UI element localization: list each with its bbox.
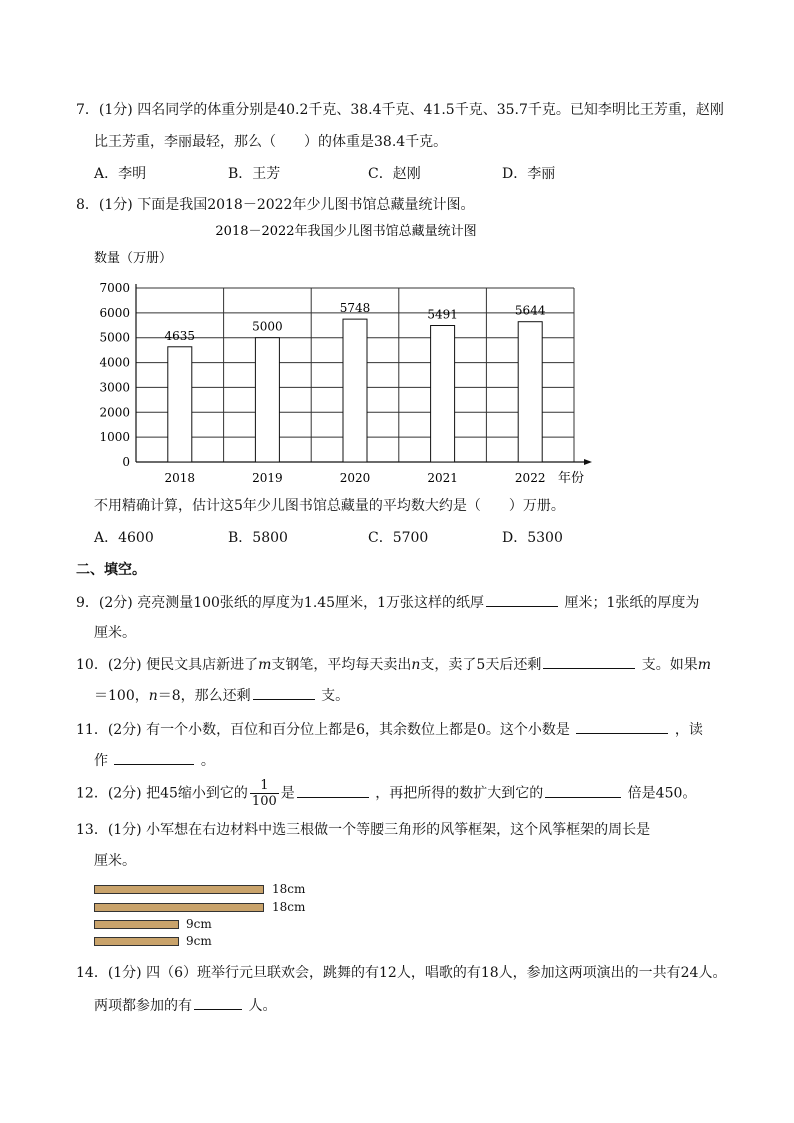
q12-text-d: 倍是450。 [627, 785, 697, 802]
q8-question: 不用精确计算，估计这5年少儿图书馆总藏量的平均数大约是（ ）万册。 [94, 498, 565, 514]
stick-4 [94, 937, 179, 946]
q10-line1 [76, 654, 711, 675]
q9-blank-1[interactable] [486, 592, 558, 607]
q13-line1: 13．(1分) 小军想在右边材料中选三根做一个等腰三角形的风筝框架，这个风筝框架的周长是 [76, 822, 651, 838]
section-title: 二、填空。 [76, 562, 146, 578]
q10-text-f: ＝8，那么还剩 [157, 688, 251, 704]
data-label-2022: 5644 [514, 303, 546, 318]
q10-text-g: 支。 [321, 688, 350, 704]
y-tick-6000: 6000 [99, 305, 130, 320]
q11-blank-2[interactable] [114, 750, 194, 765]
q10-text-e: ＝100， [94, 688, 149, 704]
q10-text-d: 支。如果 [641, 657, 698, 673]
q8-option-b[interactable]: B．5800 [228, 530, 288, 546]
y-tick-0: 0 [122, 455, 130, 469]
bar-2022 [518, 322, 542, 462]
q12-blank-2[interactable] [545, 783, 621, 798]
stick-4-label: 9cm [186, 934, 212, 948]
q10-var-n: n [411, 657, 421, 673]
q13-line2: 厘米。 [94, 853, 136, 869]
q8-option-d[interactable]: D．5300 [502, 530, 563, 546]
q11-blank-1[interactable] [576, 719, 668, 734]
bar-2019 [255, 338, 279, 462]
q11-text-b: ，读 [674, 722, 703, 738]
data-label-2018: 4635 [164, 328, 196, 343]
q9-text-b: 厘米；1张纸的厚度为 [564, 595, 700, 611]
y-tick-3000: 3000 [99, 380, 130, 395]
data-label-2021: 5491 [427, 307, 458, 322]
x-tick-2021: 2021 [427, 471, 458, 485]
q7-option-a[interactable]: A．李明 [94, 166, 147, 182]
q11-line2 [94, 750, 215, 771]
chart-ylabel: 数量（万册） [94, 251, 173, 266]
stick-1 [94, 885, 264, 894]
x-tick-2019: 2019 [252, 471, 283, 485]
q10-var-m: m [258, 657, 272, 673]
stick-2-label: 18cm [272, 900, 306, 914]
y-tick-1000: 1000 [99, 430, 130, 445]
x-axis-arrow [584, 459, 592, 465]
q14-text-a: 两项都参加的有 [94, 998, 192, 1014]
y-tick-4000: 4000 [99, 355, 130, 370]
material-sticks [94, 882, 334, 952]
q9-line2: 厘米。 [94, 625, 136, 641]
q11-text-d: 。 [200, 753, 215, 769]
q10-var-n-2: n [148, 688, 158, 704]
q10-text-b: 支钢笔，平均每天卖出 [271, 657, 412, 673]
q7-option-b[interactable]: B．王芳 [228, 166, 281, 182]
q14-blank-1[interactable] [194, 995, 242, 1010]
q10-line2 [94, 685, 349, 706]
q12-line [76, 778, 696, 809]
q12-text-b: 是 [280, 785, 295, 802]
q10-text-a: 10．(2分) 便民文具店新进了 [76, 657, 259, 673]
stick-3-label: 9cm [186, 917, 212, 931]
chart-xlabel: 年份 [558, 471, 585, 486]
q9-text-a: 9．(2分) 亮亮测量100张纸的厚度为1.45厘米，1万张这样的纸厚 [76, 595, 484, 611]
q12-fraction-denominator: 100 [251, 794, 277, 809]
stick-3 [94, 920, 179, 929]
q12-text-a: 12．(2分) 把45缩小到它的 [76, 785, 248, 802]
stick-1-label: 18cm [272, 882, 306, 896]
q9-line1 [76, 592, 699, 613]
q7-line1: 7．(1分) 四名同学的体重分别是40.2千克、38.4千克、41.5千克、35.7千克。已知李明比王芳重，赵刚 [76, 102, 724, 118]
q11-text-a: 11．(2分) 有一个小数，百位和百分位上都是6，其余数位上都是0。这个小数是 [76, 722, 570, 738]
y-tick-7000: 7000 [99, 281, 130, 295]
q7-line2: 比王芳重，李丽最轻，那么（ ）的体重是38.4千克。 [94, 134, 448, 150]
q12-blank-1[interactable] [297, 783, 369, 798]
q14-line2 [94, 995, 276, 1016]
q10-blank-1[interactable] [543, 654, 635, 669]
bar-chart [86, 222, 606, 492]
q11-line1 [76, 719, 703, 740]
q14-line1: 14．(1分) 四（6）班举行元旦联欢会，跳舞的有12人，唱歌的有18人，参加这两项演出的一共有24人。 [76, 965, 727, 981]
x-tick-2022: 2022 [514, 471, 546, 485]
q7-option-c[interactable]: C．赵刚 [368, 166, 421, 182]
bar-chart-svg [86, 222, 606, 492]
y-tick-5000: 5000 [99, 330, 130, 345]
chart-title: 2018－2022年我国少儿图书馆总藏量统计图 [215, 224, 477, 239]
bar-2018 [168, 347, 192, 462]
q10-blank-2[interactable] [253, 685, 315, 700]
q14-text-b: 人。 [248, 998, 277, 1014]
data-label-2020: 5748 [339, 301, 371, 316]
q12-fraction [250, 778, 279, 809]
q12-text-c: ，再把所得的数扩大到它的 [375, 785, 544, 802]
q10-text-c: 支，卖了5天后还剩 [420, 657, 542, 673]
bar-2021 [431, 326, 455, 462]
q10-var-m-2: m [697, 657, 712, 673]
bar-2020 [343, 319, 367, 462]
stick-2 [94, 903, 264, 912]
x-tick-2018: 2018 [164, 471, 196, 485]
q7-option-d[interactable]: D．李丽 [502, 166, 556, 182]
q8-line1: 8．(1分) 下面是我国2018－2022年少儿图书馆总藏量统计图。 [76, 197, 475, 213]
q11-text-c: 作 [94, 753, 108, 769]
x-tick-2020: 2020 [339, 471, 371, 485]
data-label-2019: 5000 [252, 319, 283, 334]
y-tick-2000: 2000 [99, 405, 130, 420]
q8-option-a[interactable]: A．4600 [94, 530, 154, 546]
q8-option-c[interactable]: C．5700 [368, 530, 429, 546]
q12-fraction-numerator: 1 [250, 778, 279, 794]
